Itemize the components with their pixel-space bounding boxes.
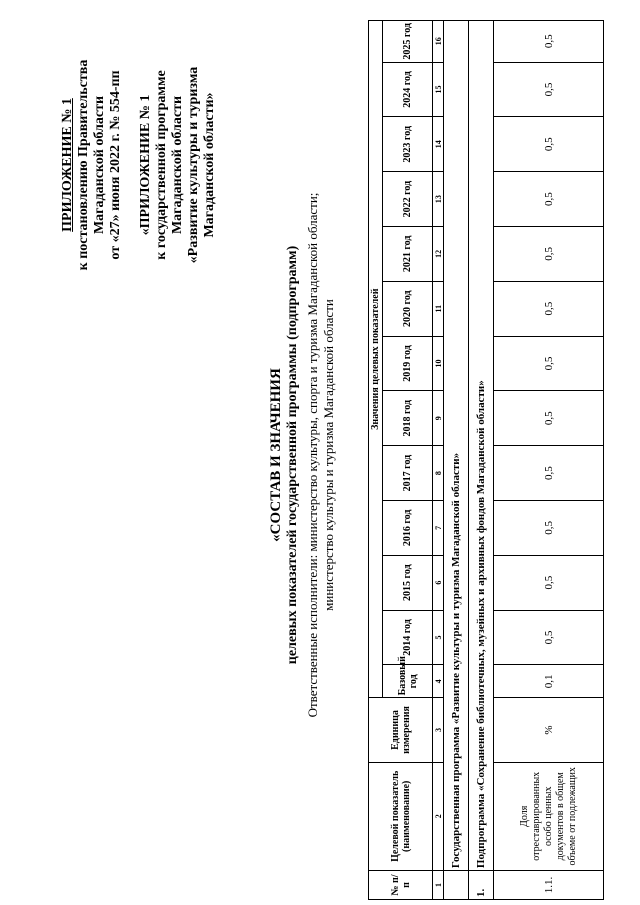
header-year: 2024 год	[383, 62, 433, 117]
appendix-line: к постановлению Правительства	[76, 59, 91, 271]
column-number: 15	[433, 62, 444, 117]
appendix-block	[60, 30, 218, 300]
header-year: 2023 год	[383, 117, 433, 172]
column-number: 8	[433, 446, 444, 501]
program-row	[444, 21, 469, 900]
row-value: 0,5	[494, 555, 604, 610]
header-number: № п/п	[369, 871, 433, 900]
row-value: 0,5	[494, 21, 604, 63]
column-number: 12	[433, 226, 444, 281]
subprogram-number: 1.	[469, 871, 494, 900]
header-base-year: Базовый год	[383, 665, 433, 698]
row-value: 0,5	[494, 226, 604, 281]
subprogram-row	[469, 21, 494, 900]
header-year: 2016 год	[383, 500, 433, 555]
column-number: 13	[433, 172, 444, 227]
row-indicator: Доля отреставрированных особо ценных документов в общем объеме от подлежащих	[494, 762, 604, 871]
program-row-empty	[444, 871, 469, 900]
header-year: 2019 год	[383, 336, 433, 391]
column-number: 3	[433, 698, 444, 762]
column-number: 7	[433, 500, 444, 555]
column-number: 6	[433, 555, 444, 610]
document-title: «СОСТАВ И ЗНАЧЕНИЯ	[268, 368, 284, 542]
row-value: 0,5	[494, 172, 604, 227]
responsible-executors: Ответственные исполнители: министерство культуры, спорта и туризма Магаданской области;	[305, 192, 320, 718]
appendix-title: ПРИЛОЖЕНИЕ № 1	[60, 98, 75, 232]
header-unit: Единица измерения	[369, 698, 433, 762]
column-number: 4	[433, 665, 444, 698]
header-year: 2021 год	[383, 226, 433, 281]
header-year: 2014 год	[383, 610, 433, 665]
column-number: 5	[433, 610, 444, 665]
appendix2-line: к государственной программе	[154, 70, 169, 260]
column-number: 14	[433, 117, 444, 172]
column-number: 1	[433, 871, 444, 900]
document-title-block	[268, 105, 337, 805]
column-number: 2	[433, 762, 444, 871]
appendix-line: Магаданской области	[92, 95, 107, 235]
header-year: 2018 год	[383, 391, 433, 446]
appendix2-line: Магаданской области	[170, 95, 185, 235]
row-value: 0,5	[494, 336, 604, 391]
header-year: 2015 год	[383, 555, 433, 610]
document-subtitle: целевых показателей государственной программы (подпрограмм)	[285, 245, 300, 665]
header-indicator: Целевой показатель (наименование)	[369, 762, 433, 871]
appendix-date: от «27» июня 2022 г. № 554-пп	[108, 70, 123, 260]
row-number: 1.1.	[494, 871, 604, 900]
indicators-table	[368, 20, 604, 900]
row-value: 0,5	[494, 281, 604, 336]
column-number: 9	[433, 391, 444, 446]
appendix2-line: «Развитие культуры и туризма	[186, 66, 201, 264]
row-value: 0,5	[494, 446, 604, 501]
row-value: 0,5	[494, 391, 604, 446]
row-value: 0,5	[494, 610, 604, 665]
program-title: Государственная программа «Развитие культуры и туризма Магаданской области»	[444, 21, 469, 871]
row-value: 0,5	[494, 117, 604, 172]
row-value: 0,5	[494, 62, 604, 117]
column-number-row	[433, 21, 444, 900]
row-value: 0,5	[494, 500, 604, 555]
header-values: Значения целевых показателей	[369, 21, 383, 698]
column-number: 11	[433, 281, 444, 336]
appendix2-line: Магаданской области»	[202, 92, 217, 238]
header-year: 2025 год	[383, 21, 433, 63]
table-row	[494, 21, 604, 900]
row-unit: %	[494, 698, 604, 762]
responsible-executors-2: министерство культуры и туризма Магаданской области	[321, 299, 336, 611]
column-number: 10	[433, 336, 444, 391]
column-number: 16	[433, 21, 444, 63]
subprogram-title: Подпрограмма «Сохранение библиотечных, музейных и архивных фондов Магаданской области»	[469, 21, 494, 871]
header-year: 2017 год	[383, 446, 433, 501]
row-base-value: 0,1	[494, 665, 604, 698]
header-year: 2022 год	[383, 172, 433, 227]
header-year: 2020 год	[383, 281, 433, 336]
appendix2-title: «ПРИЛОЖЕНИЕ № 1	[138, 94, 153, 236]
